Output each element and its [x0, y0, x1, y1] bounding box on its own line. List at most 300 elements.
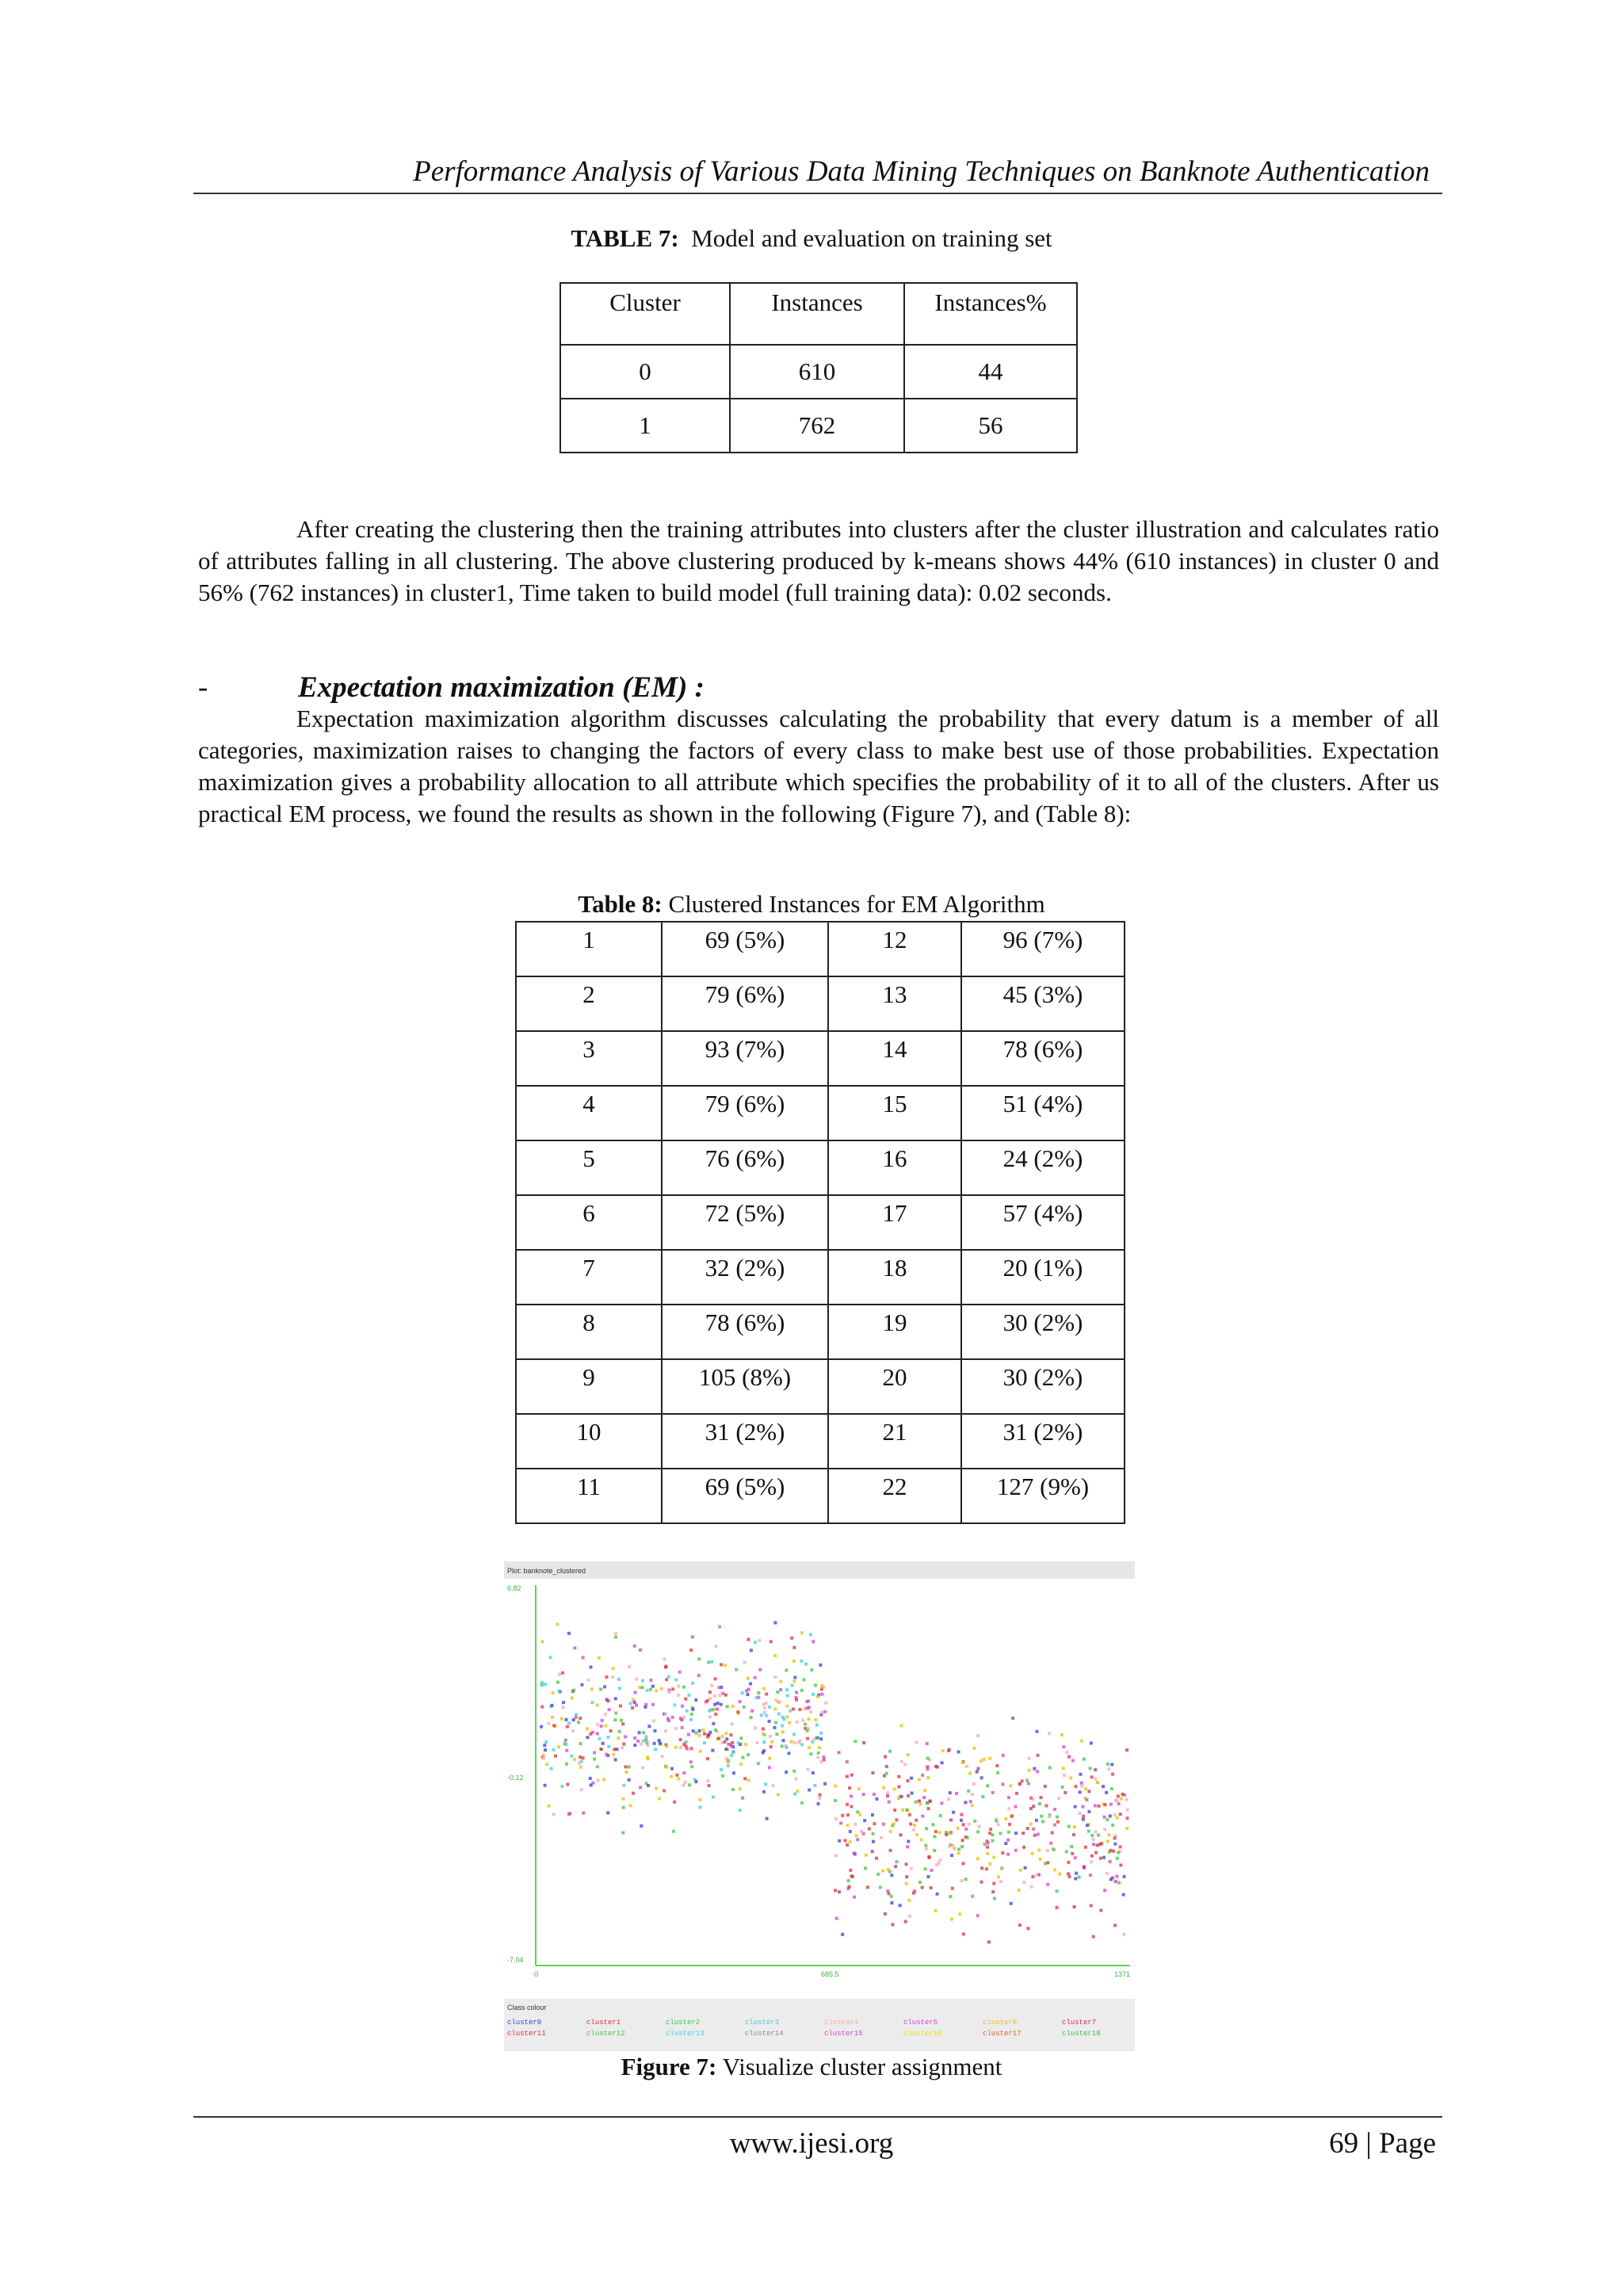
scatter-point: [614, 1632, 617, 1635]
scatter-point: [544, 1740, 548, 1744]
scatter-point: [707, 1660, 710, 1664]
scatter-point: [781, 1730, 785, 1733]
scatter-point: [872, 1832, 875, 1836]
scatter-point: [774, 1721, 777, 1725]
scatter-point: [925, 1847, 928, 1851]
scatter-point: [812, 1771, 815, 1775]
scatter-point: [1027, 1782, 1030, 1785]
scatter-point: [1079, 1812, 1082, 1815]
scatter-point: [726, 1705, 729, 1708]
table8-cell: 22: [828, 1469, 961, 1523]
scatter-point: [991, 1791, 995, 1794]
scatter-point: [806, 1706, 809, 1710]
scatter-point: [1120, 1797, 1123, 1801]
scatter-point: [1125, 1748, 1128, 1752]
scatter-point: [875, 1797, 878, 1801]
scatter-point: [1089, 1874, 1092, 1877]
table8-cell: 78 (6%): [662, 1305, 828, 1359]
scatter-point: [589, 1777, 592, 1780]
scatter-point: [1062, 1745, 1065, 1748]
scatter-point: [1065, 1751, 1068, 1754]
scatter-point: [639, 1648, 642, 1652]
legend-item: cluster13: [666, 2030, 705, 2038]
scatter-point: [971, 1793, 974, 1796]
scatter-point: [634, 1691, 637, 1694]
scatter-point: [972, 1782, 976, 1786]
scatter-point: [857, 1787, 861, 1790]
scatter-point: [617, 1736, 620, 1740]
scatter-point: [792, 1679, 796, 1683]
scatter-point: [1018, 1782, 1022, 1786]
scatter-point: [949, 1818, 953, 1821]
scatter-point: [1029, 1823, 1033, 1826]
scatter-point: [1083, 1865, 1086, 1868]
scatter-point: [739, 1700, 742, 1703]
scatter-point: [646, 1755, 649, 1759]
scatter-point: [580, 1788, 583, 1791]
scatter-point: [1074, 1805, 1077, 1809]
scatter-point: [1073, 1905, 1076, 1908]
scatter-point: [967, 1790, 970, 1793]
scatter-point: [641, 1686, 644, 1689]
scatter-point: [565, 1749, 568, 1752]
plot-title: Plot: banknote_clustered: [507, 1567, 586, 1575]
paragraph-kmeans-text: After creating the clustering then the training attributes into clusters after the cluster illustration and calculates ratio of attributes falling in all clustering. The above clustering produced by k-means shows 44% (610 instances) in cluster 0 and 56% (762 instances) in cluster1, Time taken to build model (full training data): 0.02 seconds.: [198, 515, 1439, 606]
scatter-point: [772, 1784, 775, 1787]
scatter-point: [729, 1733, 732, 1736]
scatter-point: [673, 1703, 676, 1706]
scatter-point: [556, 1681, 559, 1684]
plot-title-bar: [504, 1561, 1135, 1579]
scatter-point: [1022, 1846, 1025, 1849]
scatter-point: [612, 1667, 615, 1670]
scatter-point: [950, 1918, 953, 1921]
scatter-point: [593, 1752, 596, 1755]
table8-cell: 21: [828, 1414, 961, 1469]
figure7: [504, 1561, 1135, 2051]
scatter-point: [864, 1866, 867, 1870]
table7-header-instances-pct: Instances%: [904, 283, 1077, 345]
scatter-point: [903, 1763, 907, 1766]
scatter-point: [907, 1839, 910, 1843]
scatter-point: [905, 1809, 908, 1812]
scatter-point: [910, 1777, 913, 1780]
scatter-point: [769, 1640, 773, 1643]
scatter-point: [741, 1797, 744, 1800]
header-rule: [193, 193, 1442, 194]
scatter-point: [572, 1718, 575, 1721]
scatter-point: [918, 1778, 921, 1782]
scatter-point: [999, 1832, 1002, 1835]
scatter-point: [1106, 1763, 1109, 1766]
scatter-point: [1015, 1792, 1018, 1795]
scatter-point: [1040, 1796, 1043, 1799]
scatter-point: [598, 1737, 601, 1740]
scatter-point: [1073, 1825, 1076, 1828]
scatter-point: [999, 1880, 1002, 1883]
scatter-point: [552, 1691, 555, 1694]
scatter-point: [591, 1731, 594, 1734]
scatter-point: [849, 1840, 852, 1843]
scatter-point: [905, 1882, 908, 1885]
scatter-point: [1119, 1863, 1122, 1866]
scatter-point: [551, 1716, 554, 1719]
scatter-point: [706, 1779, 709, 1782]
scatter-point: [980, 1759, 983, 1763]
scatter-point: [928, 1856, 931, 1859]
scatter-point: [798, 1708, 801, 1711]
scatter-plot: [504, 1561, 1135, 2051]
scatter-point: [690, 1765, 693, 1768]
scatter-point: [941, 1761, 944, 1764]
table8-cell: 30 (2%): [961, 1359, 1125, 1414]
scatter-point: [1056, 1820, 1060, 1824]
scatter-point: [923, 1789, 926, 1792]
scatter-point: [987, 1842, 990, 1845]
scatter-point: [925, 1827, 928, 1830]
scatter-point: [947, 1797, 950, 1801]
scatter-point: [884, 1755, 887, 1759]
scatter-point: [618, 1730, 621, 1733]
scatter-point: [785, 1705, 789, 1708]
scatter-point: [567, 1632, 571, 1635]
scatter-point: [907, 1753, 910, 1756]
scatter-point: [936, 1766, 939, 1769]
scatter-point: [769, 1745, 773, 1748]
scatter-point: [893, 1809, 896, 1812]
scatter-point: [789, 1710, 792, 1713]
scatter-point: [1125, 1797, 1128, 1801]
scatter-point: [544, 1683, 547, 1686]
scatter-point: [850, 1794, 853, 1797]
scatter-point: [899, 1833, 903, 1836]
scatter-point: [747, 1677, 750, 1680]
scatter-point: [552, 1748, 556, 1752]
scatter-point: [754, 1641, 757, 1644]
scatter-point: [768, 1757, 771, 1760]
scatter-point: [665, 1745, 668, 1748]
scatter-point: [853, 1851, 856, 1855]
scatter-point: [1112, 1850, 1115, 1853]
scatter-point: [971, 1804, 974, 1807]
scatter-point: [625, 1771, 628, 1774]
scatter-point: [1053, 1824, 1056, 1827]
scatter-point: [621, 1746, 624, 1749]
scatter-point: [571, 1697, 574, 1700]
scatter-point: [708, 1690, 712, 1694]
scatter-point: [742, 1756, 745, 1759]
scatter-point: [926, 1742, 929, 1745]
scatter-point: [971, 1895, 974, 1898]
scatter-point: [1092, 1843, 1095, 1846]
scatter-point: [775, 1733, 778, 1736]
scatter-point: [909, 1823, 912, 1826]
scatter-point: [1022, 1881, 1025, 1884]
table8-cell: 18: [828, 1250, 961, 1305]
scatter-point: [710, 1660, 713, 1664]
scatter-point: [745, 1689, 748, 1692]
scatter-point: [1037, 1833, 1040, 1836]
scatter-point: [544, 1784, 547, 1787]
scatter-point: [1107, 1767, 1110, 1771]
scatter-point: [1097, 1834, 1100, 1837]
scatter-point: [721, 1775, 724, 1778]
legend-item: cluster16: [903, 2030, 942, 2038]
scatter-point: [927, 1807, 930, 1810]
scatter-point: [997, 1875, 1000, 1878]
footer-rule: [193, 2116, 1442, 2118]
scatter-point: [779, 1688, 782, 1691]
legend-item: cluster14: [745, 2030, 784, 2038]
scatter-point: [785, 1746, 789, 1749]
scatter-point: [573, 1758, 576, 1761]
scatter-point: [969, 1800, 972, 1803]
scatter-point: [820, 1693, 823, 1696]
scatter-point: [678, 1671, 682, 1674]
scatter-point: [952, 1811, 955, 1814]
scatter-point: [800, 1689, 804, 1692]
scatter-point: [996, 1771, 999, 1775]
scatter-point: [871, 1813, 874, 1817]
scatter-point: [888, 1750, 892, 1753]
scatter-point: [731, 1788, 735, 1791]
scatter-point: [875, 1857, 878, 1860]
scatter-point: [792, 1708, 795, 1711]
table8-cell: 24 (2%): [961, 1140, 1125, 1195]
scatter-point: [1064, 1791, 1067, 1794]
legend-item: cluster0: [507, 2019, 542, 2027]
table8-cell: 4: [516, 1086, 662, 1140]
scatter-point: [1033, 1834, 1037, 1837]
table8-cell: 76 (6%): [662, 1140, 828, 1195]
running-head: Performance Analysis of Various Data Mining Techniques on Banknote Authentication: [413, 155, 1430, 188]
scatter-point: [839, 1821, 842, 1824]
scatter-point: [1109, 1814, 1112, 1817]
scatter-point: [988, 1862, 991, 1866]
scatter-point: [846, 1760, 849, 1763]
scatter-point: [560, 1717, 563, 1721]
scatter-point: [1036, 1730, 1039, 1733]
scatter-point: [1114, 1880, 1117, 1883]
scatter-point: [1037, 1754, 1040, 1757]
scatter-point: [688, 1783, 691, 1786]
scatter-point: [813, 1738, 816, 1741]
scatter-point: [814, 1683, 817, 1687]
scatter-point: [654, 1729, 657, 1733]
scatter-point: [962, 1932, 965, 1935]
scatter-point: [602, 1778, 605, 1782]
scatter-point: [768, 1720, 771, 1723]
scatter-point: [679, 1746, 682, 1749]
table7-header-instances: Instances: [730, 283, 904, 345]
scatter-point: [645, 1736, 648, 1739]
scatter-point: [609, 1729, 613, 1733]
scatter-point: [1025, 1778, 1029, 1782]
scatter-point: [640, 1742, 643, 1745]
scatter-point: [848, 1786, 851, 1790]
scatter-point: [893, 1788, 896, 1791]
scatter-point: [619, 1705, 622, 1708]
scatter-point: [655, 1787, 658, 1790]
section-dash: -: [198, 671, 208, 704]
scatter-point: [613, 1718, 617, 1721]
scatter-point: [1052, 1848, 1056, 1851]
scatter-point: [841, 1814, 844, 1817]
scatter-point: [915, 1741, 918, 1744]
scatter-point: [900, 1724, 903, 1727]
scatter-point: [992, 1856, 995, 1859]
scatter-point: [1115, 1798, 1118, 1801]
scatter-points: [540, 1622, 1129, 1944]
scatter-point: [838, 1751, 841, 1754]
scatter-point: [817, 1752, 820, 1755]
scatter-point: [848, 1885, 851, 1889]
scatter-point: [737, 1741, 740, 1744]
scatter-point: [635, 1678, 638, 1681]
scatter-point: [847, 1879, 850, 1882]
legend-item: cluster17: [983, 2030, 1022, 2038]
scatter-point: [762, 1740, 766, 1744]
y-tick-label: -0.12: [507, 1774, 524, 1782]
scatter-point: [774, 1698, 777, 1702]
scatter-point: [855, 1834, 858, 1837]
scatter-point: [663, 1789, 666, 1792]
scatter-point: [986, 1846, 989, 1849]
scatter-point: [596, 1765, 599, 1768]
scatter-point: [1071, 1852, 1074, 1855]
scatter-point: [815, 1724, 819, 1727]
scatter-point: [540, 1681, 544, 1684]
scatter-point: [800, 1801, 804, 1805]
scatter-point: [1090, 1904, 1093, 1908]
scatter-point: [1046, 1883, 1049, 1886]
table7: [559, 282, 1078, 453]
table8-cell: 45 (3%): [961, 976, 1125, 1031]
footer-page: 69 | Page: [1329, 2127, 1436, 2160]
scatter-point: [991, 1833, 995, 1836]
scatter-point: [697, 1674, 701, 1677]
scatter-point: [566, 1783, 569, 1786]
scatter-point: [750, 1716, 753, 1719]
scatter-point: [640, 1824, 643, 1828]
scatter-point: [819, 1760, 823, 1763]
scatter-point: [816, 1756, 819, 1759]
scatter-point: [941, 1749, 945, 1752]
scatter-point: [549, 1656, 552, 1659]
scatter-point: [785, 1688, 789, 1691]
scatter-point: [570, 1755, 573, 1758]
scatter-point: [768, 1766, 771, 1769]
scatter-point: [1037, 1849, 1041, 1852]
scatter-point: [938, 1831, 941, 1834]
scatter-point: [808, 1717, 811, 1721]
scatter-point: [1096, 1843, 1099, 1847]
table8-cell: 2: [516, 976, 662, 1031]
scatter-point: [1106, 1872, 1109, 1875]
scatter-point: [550, 1767, 553, 1771]
scatter-point: [768, 1706, 771, 1709]
scatter-point: [541, 1640, 544, 1643]
scatter-point: [819, 1664, 822, 1667]
scatter-point: [1068, 1875, 1071, 1878]
scatter-point: [633, 1736, 636, 1740]
scatter-point: [1069, 1777, 1072, 1780]
scatter-point: [718, 1626, 721, 1629]
table8-cell: 16: [828, 1140, 961, 1195]
scatter-point: [590, 1687, 594, 1690]
scatter-point: [976, 1734, 980, 1737]
scatter-point: [721, 1692, 724, 1695]
scatter-point: [598, 1656, 601, 1660]
scatter-point: [834, 1799, 837, 1802]
table7-caption: [0, 224, 1623, 253]
table8-cell: 9: [516, 1359, 662, 1414]
scatter-point: [957, 1827, 960, 1830]
scatter-point: [552, 1813, 556, 1816]
scatter-point: [1065, 1850, 1068, 1853]
scatter-point: [912, 1892, 915, 1895]
scatter-point: [677, 1777, 680, 1780]
scatter-point: [762, 1749, 766, 1752]
legend-item: cluster5: [903, 2019, 938, 2027]
scatter-point: [652, 1719, 655, 1722]
scatter-point: [754, 1726, 757, 1729]
table8-cell: 6: [516, 1195, 662, 1250]
scatter-point: [1122, 1893, 1125, 1897]
scatter-point: [806, 1729, 809, 1733]
scatter-point: [564, 1743, 567, 1746]
scatter-point: [919, 1802, 922, 1805]
scatter-point: [1106, 1818, 1109, 1821]
scatter-point: [684, 1698, 687, 1701]
scatter-point: [945, 1833, 948, 1836]
scatter-point: [773, 1675, 777, 1679]
scatter-point: [1018, 1924, 1022, 1927]
scatter-point: [606, 1699, 609, 1702]
scatter-point: [812, 1693, 815, 1696]
scatter-point: [901, 1809, 904, 1812]
scatter-point: [663, 1658, 666, 1661]
scatter-point: [747, 1638, 750, 1641]
scatter-point: [846, 1824, 850, 1827]
scatter-point: [1109, 1860, 1112, 1863]
legend-item: cluster6: [983, 2019, 1018, 2027]
scatter-point: [739, 1736, 743, 1740]
scatter-point: [724, 1694, 727, 1697]
scatter-point: [796, 1721, 799, 1724]
scatter-point: [628, 1766, 631, 1769]
scatter-point: [557, 1745, 560, 1748]
scatter-point: [824, 1702, 827, 1705]
scatter-point: [642, 1739, 645, 1742]
scatter-point: [1079, 1790, 1082, 1794]
scatter-point: [1105, 1791, 1108, 1794]
scatter-point: [1002, 1754, 1005, 1757]
scatter-point: [677, 1685, 680, 1688]
scatter-point: [632, 1698, 635, 1701]
scatter-point: [1010, 1902, 1013, 1905]
scatter-point: [744, 1743, 747, 1746]
scatter-point: [846, 1775, 849, 1778]
scatter-point: [603, 1685, 606, 1688]
scatter-point: [1125, 1827, 1128, 1830]
scatter-point: [964, 1878, 968, 1881]
scatter-point: [1040, 1815, 1043, 1818]
scatter-point: [540, 1706, 544, 1709]
scatter-point: [622, 1797, 625, 1801]
scatter-point: [1117, 1794, 1120, 1797]
scatter-point: [611, 1675, 614, 1679]
